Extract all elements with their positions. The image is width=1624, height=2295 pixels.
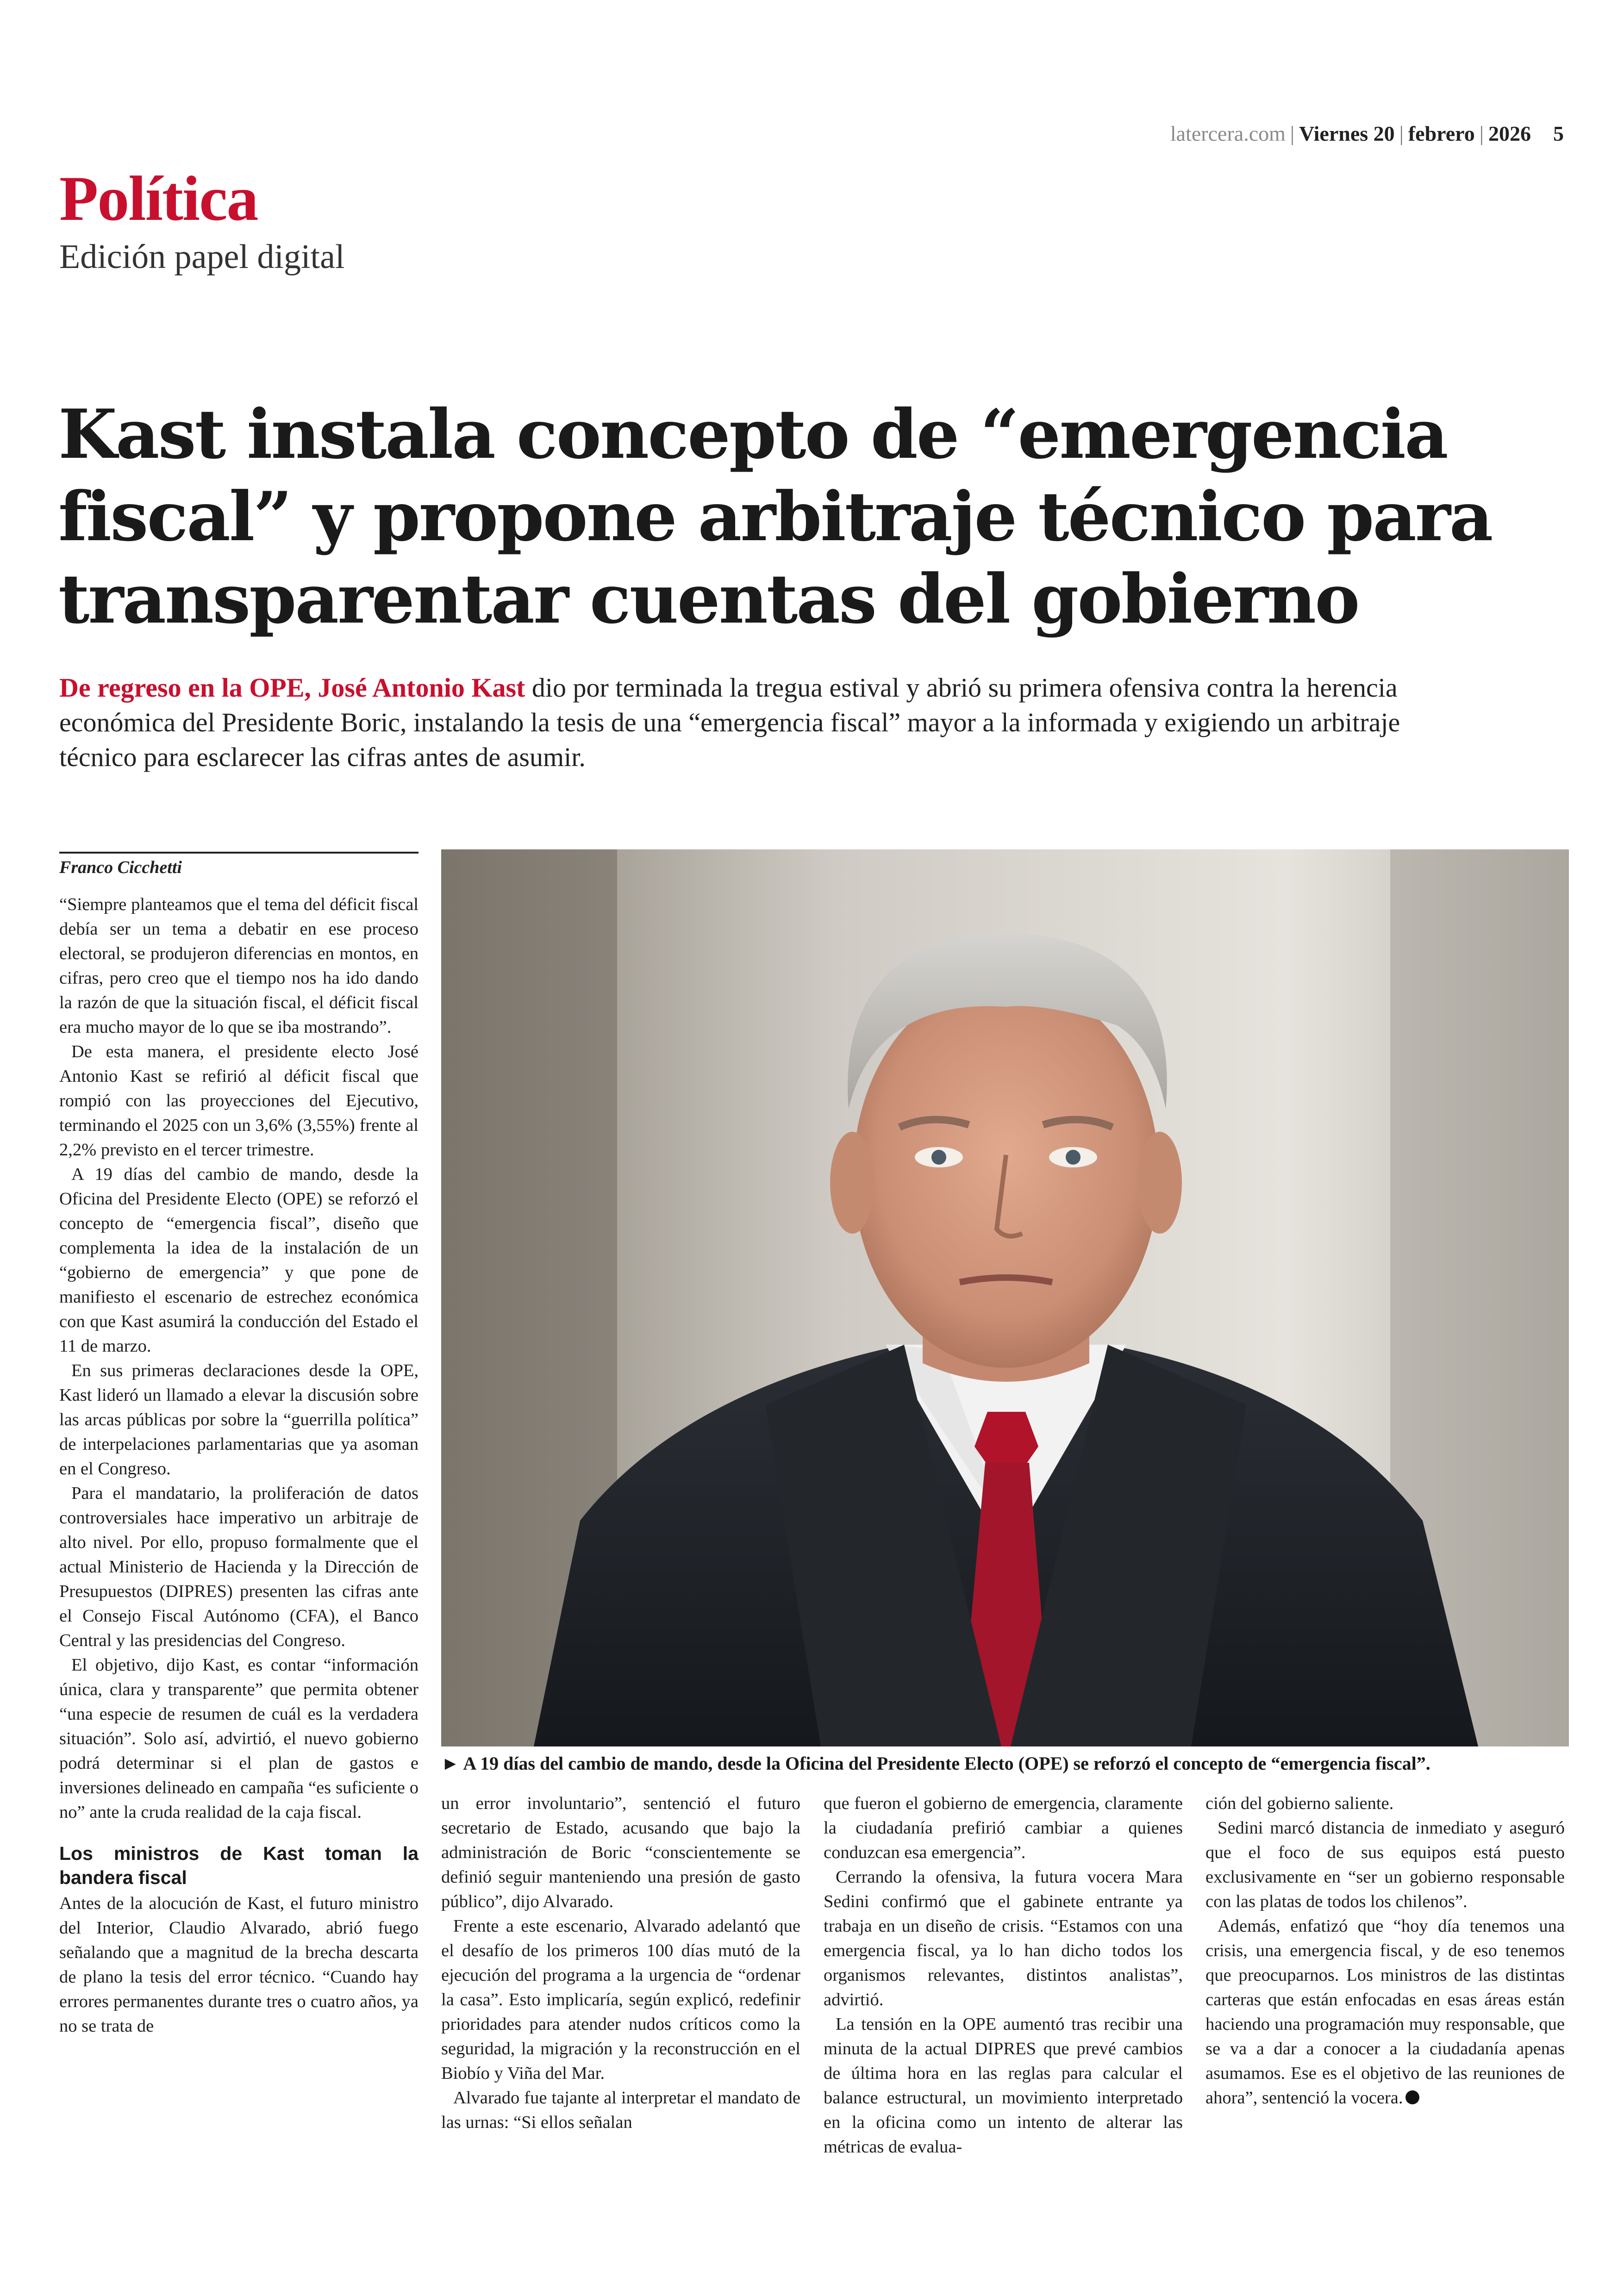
photo-caption: ► A 19 días del cambio de mando, desde la Oficina del Presidente Electo (OPE) se reforzó el concepto de “emergencia fiscal”. (441, 1753, 1430, 1774)
portrait-illustration (441, 849, 1569, 1746)
section-title: Política (59, 163, 258, 234)
paragraph: De esta manera, el presidente electo José Antonio Kast se refirió al déficit fiscal que rompió con las proyecciones del Ejecutivo, terminando el 2025 con un 3,6% (3,55%) frente al 2,2% previsto en el tercer trimestre. (59, 1042, 418, 1160)
page-number: 5 (1553, 122, 1564, 145)
site-name: latercera.com (1170, 122, 1286, 145)
paragraph-text: Además, enfatizó que “hoy día tenemos una crisis, una emergencia fiscal, y de eso tenemos que preocuparnos. Los ministros de las distintas carteras que están enfocadas en esas áreas están haciendo una programación muy responsable, que se va a dar a conocer a la ciudadanía apenas asumamos. Ese es el objetivo de las reuniones de ahora”, sentenció la vocera. (1206, 1916, 1565, 2108)
paragraph: La tensión en la OPE aumentó tras recibir una minuta de la actual DIPRES que prevé cambios de última hora en las reglas para calcular el balance estructural, un movimiento interpretado en la oficina como un intento de alterar las métricas de evalua- (824, 2014, 1183, 2157)
paragraph: que fueron el gobierno de emergencia, claramente la ciudadanía prefirió cambiar a quienes conduzcan esa emergencia”. (824, 1794, 1183, 1862)
dek-text: dio por terminada la tregua estival y abrió su primera ofensiva contra la herencia económica del Presidente Boric, instalando la tesis de una “emergencia fiscal” mayor a la informada y exigiendo un arbitraje técnico para esclarecer las cifras antes de asumir. (59, 673, 1400, 772)
paragraph: “Siempre planteamos que el tema del déficit fiscal debía ser un tema a debatir en ese proceso electoral, se produjeron diferencias en montos, en cifras, pero creo que el tiempo nos ha ido dando la razón de que la situación fiscal, el déficit fiscal era mucho mayor de lo que se iba mostrando”. (59, 895, 418, 1037)
paragraph: En sus primeras declaraciones desde la OPE, Kast lideró un llamado a elevar la discusión sobre las arcas públicas por sobre la “guerrilla política” de interpelaciones parlamentarias que ya asoman en el Congreso. (59, 1361, 418, 1478)
paragraph (1206, 1914, 1565, 2110)
page-header-meta: latercera.com | Viernes 20 | febrero | 2026 5 (1170, 122, 1564, 145)
article-column-4 (1206, 1791, 1565, 2110)
byline-rule (59, 852, 418, 854)
paragraph: Alvarado fue tajante al interpretar el mandato de las urnas: “Si ellos señalan (441, 2088, 800, 2132)
article-photo (441, 849, 1569, 1746)
paragraph: un error involuntario”, sentenció el futuro secretario de Estado, acusando que bajo la administración de Boric “conscientemente se definió seguir manteniendo una presión de gasto público”, dijo Alvarado. (441, 1794, 800, 1911)
paragraph: Antes de la alocución de Kast, el futuro ministro del Interior, Claudio Alvarado, abrió fuego señalando que a magnitud de la brecha descarta de plano la tesis del error técnico. “Cuando hay errores permanentes durante tres o cuatro años, ya no se trata de (59, 1894, 418, 2036)
paragraph: Cerrando la ofensiva, la futura vocera Mara Sedini confirmó que el gabinete entrante ya trabaja en un diseño de crisis. “Estamos con una emergencia fiscal, ya lo han dicho todos los organismos relevantes, distintos analistas”, advirtió. (824, 1867, 1183, 2009)
byline: Franco Cicchetti (59, 858, 182, 877)
paragraph: Sedini marcó distancia de inmediato y aseguró que el foco de sus equipos está puesto exclusivamente en “ser un gobierno responsable con las platas de todos los chilenos”. (1206, 1818, 1565, 1911)
article-subheading: Los ministros de Kast toman la bandera fiscal (59, 1843, 418, 1888)
paragraph: Frente a este escenario, Alvarado adelantó que el desafío de los primeros 100 días mutó de la ejecución del programa a la urgencia de “ordenar la casa”. Esto implicaría, según explicó, redefinir prioridades para atender nudos críticos como la seguridad, la migración y la reconstrucción en el Biobío y Viña del Mar. (441, 1916, 800, 2083)
dek-lead: De regreso en la OPE, José Antonio Kast (59, 673, 525, 703)
article-column-2 (441, 1791, 800, 2135)
paragraph: ción del gobierno saliente. (1206, 1794, 1394, 1813)
paragraph: El objetivo, dijo Kast, es contar “información única, clara y transparente” que permita obtener “una especie de resumen de cuál es la verdadera situación”. Solo así, advirtió, el nuevo gobierno podrá determinar si el plan de gastos e inversiones delineado en campaña “es suficiente o no” ante la cruda realidad de la caja fiscal. (59, 1655, 418, 1822)
article-dek (59, 670, 1448, 774)
section-subtitle: Edición papel digital (59, 238, 345, 276)
article-headline: Kast instala concepto de “emergencia fiscal” y propone arbitraje técnico para transparentar cuentas del gobierno (58, 395, 1492, 639)
header-year: 2026 (1488, 122, 1531, 145)
paragraph: Para el mandatario, la proliferación de datos controversiales hace imperativo un arbitraje de alto nivel. Por ello, propuso formalmente que el actual Ministerio de Hacienda y la Dirección de Presupuestos (DIPRES) presenten las cifras ante el Consejo Fiscal Autónomo (CFA), el Banco Central y las presidencias del Congreso. (59, 1484, 418, 1650)
header-day: Viernes 20 (1299, 122, 1395, 145)
article-column-1 (59, 892, 418, 2039)
article-column-3 (824, 1791, 1183, 2159)
end-of-article-icon (1405, 2090, 1419, 2104)
paragraph: A 19 días del cambio de mando, desde la Oficina del Presidente Electo (OPE) se reforzó el concepto de “emergencia fiscal”, diseño que complementa la idea de la instalación de un “gobierno de emergencia” y que pone de manifiesto el escenario de estrechez económica con que Kast asumirá la conducción del Estado el 11 de marzo. (59, 1165, 418, 1356)
header-month: febrero (1408, 122, 1475, 145)
